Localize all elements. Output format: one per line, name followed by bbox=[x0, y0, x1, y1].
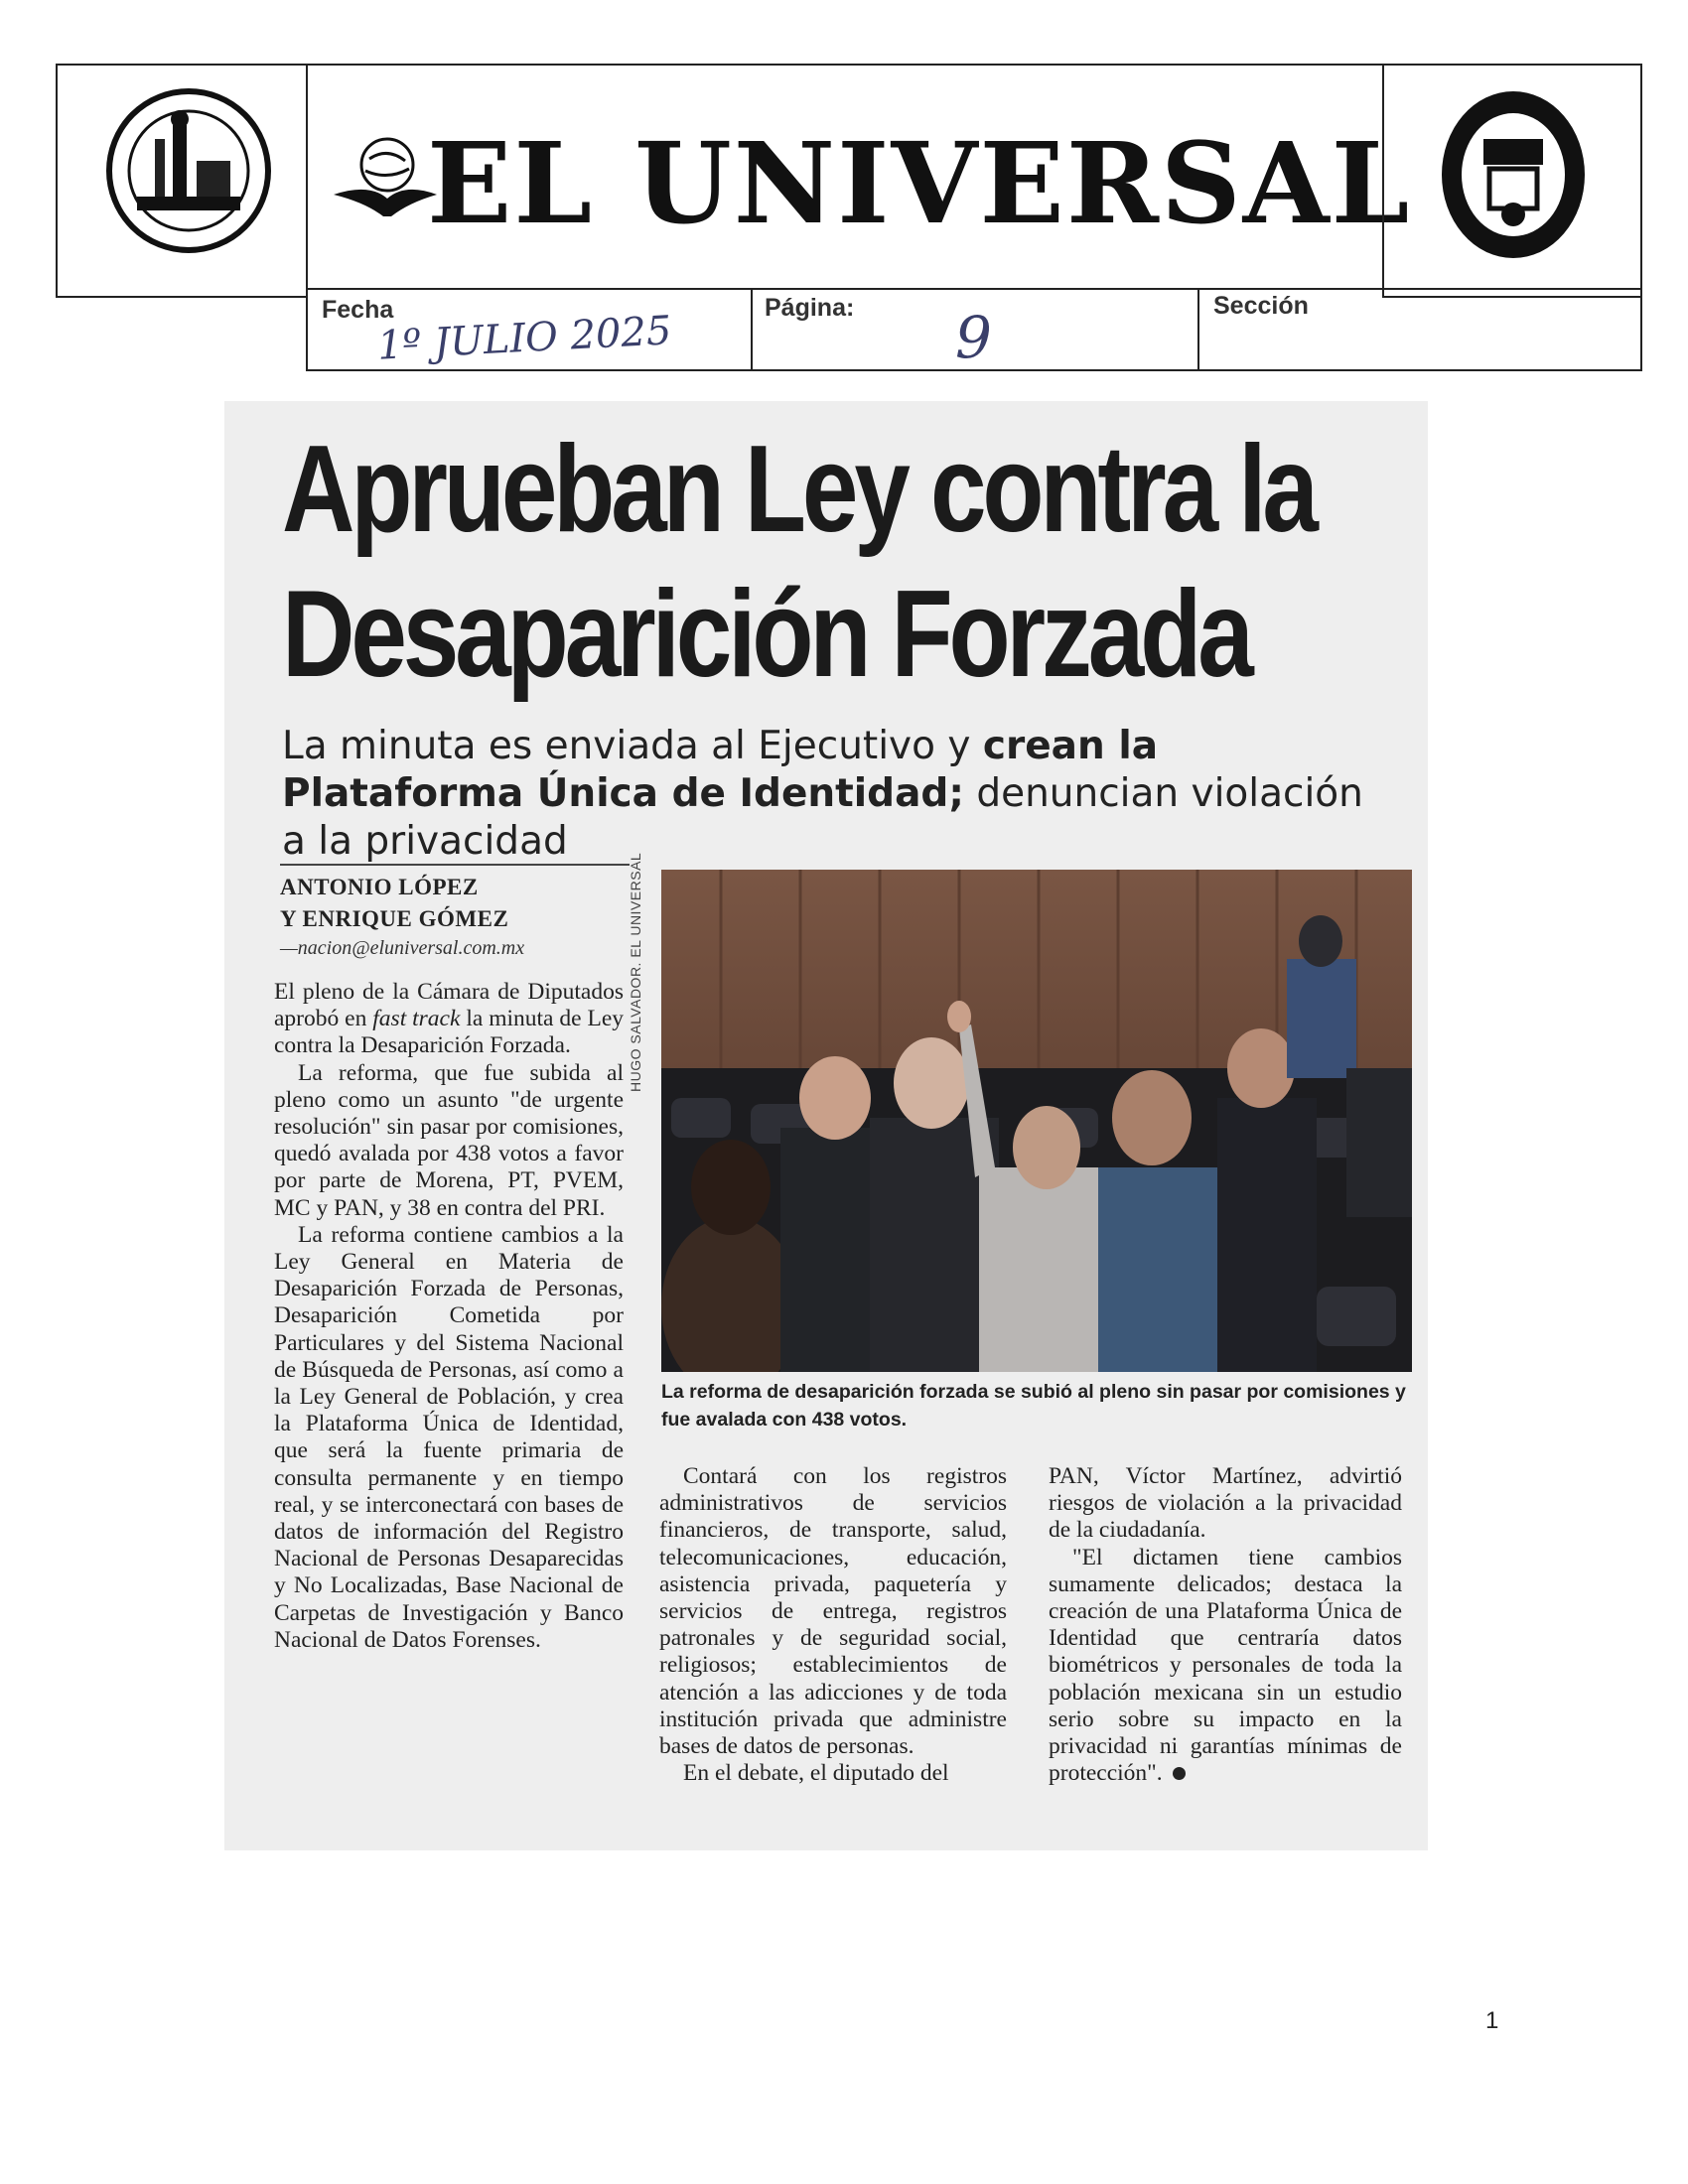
subhead-bold-text: crean la Plataforma Única de Identidad; bbox=[282, 724, 1159, 816]
subhead-text: La minuta es enviada al Ejecutivo y bbox=[282, 724, 983, 768]
paragraph: Contará con los registros administrativos de servicios financieros, de transporte, salud, telecomunicaciones, educación, asistencia privada, paquetería y servicios de entrega, registros patronales y de seguridad social, religiosos; establecimientos de atención a las adicciones y de toda institución privada que administre bases de datos de personas. bbox=[659, 1463, 1007, 1760]
date-label: Fecha bbox=[322, 296, 394, 324]
paragraph: En el debate, el diputado del bbox=[683, 1760, 949, 1787]
paragraph: La reforma contiene cambios a la Ley General en Materia de Desaparición Forzada de Personas, Desaparición Cometida por Particulares y del Sistema Nacional de Búsqueda de Personas, así como a la Ley General de Población, y crea la Plataforma Única de Identidad, que será la fuente primaria de consulta permanente y en tiempo real, y se interconectará con bases de datos de información del Registro Nacional de Personas Desaparecidas y No Localizadas, Base Nacional de Carpetas de Investigación y Banco Nacional de Datos Forenses. bbox=[274, 1221, 624, 1653]
chamber-photo bbox=[661, 870, 1412, 1372]
section-label: Sección bbox=[1213, 292, 1309, 320]
masthead-box bbox=[306, 64, 1412, 290]
headline-line: Aprueban Ley contra la bbox=[282, 421, 1315, 558]
article-column-3 bbox=[1049, 1463, 1402, 1787]
article-column-1 bbox=[274, 979, 624, 1654]
headline bbox=[282, 417, 1315, 707]
masthead-title: EL UNIVERSAL bbox=[427, 119, 1412, 249]
headline-line: Desaparición Forzada bbox=[282, 566, 1250, 703]
subheadline bbox=[282, 723, 1374, 866]
photo-caption: La reforma de desaparición forzada se subió al pleno sin pasar por comisiones y fue avalada con 438 votos. bbox=[661, 1381, 1406, 1431]
author-email: —nacion@eluniversal.com.mx bbox=[280, 937, 525, 959]
page-number: 1 bbox=[1485, 2007, 1499, 2034]
clipping-header bbox=[56, 64, 1642, 298]
byline-rule bbox=[280, 864, 630, 866]
paragraph-text: la minuta de Ley contra la Desaparición Forzada. bbox=[274, 1006, 624, 1059]
paragraph-text: El pleno de la Cámara de Diputados aprobó en bbox=[274, 979, 624, 1032]
row-divider bbox=[751, 288, 753, 369]
paragraph bbox=[1049, 1545, 1402, 1788]
row-divider bbox=[1197, 288, 1199, 369]
end-mark-icon bbox=[1173, 1767, 1186, 1780]
paragraph bbox=[274, 979, 624, 1060]
article-column-2 bbox=[659, 1463, 1007, 1787]
paragraph: La reforma, que fue subida al pleno como un asunto "de urgente resolución" sin pasar por comisiones, quedó avalada por 438 votos a favor por parte de Morena, PT, PVEM, MC y PAN, y 38 en contra del PRI. bbox=[274, 1059, 624, 1221]
byline-author: ANTONIO LÓPEZ bbox=[280, 875, 479, 899]
eagle-globe-icon bbox=[330, 125, 439, 234]
byline-author: Y ENRIQUE GÓMEZ bbox=[280, 906, 509, 931]
photo-credit: HUGO SALVADOR. EL UNIVERSAL bbox=[628, 852, 643, 1092]
confederation-seal-icon bbox=[1384, 66, 1644, 300]
union-seal bbox=[56, 64, 308, 298]
chamber-photo-image bbox=[661, 870, 1412, 1372]
union-seal-icon bbox=[58, 66, 310, 300]
subhead-text: denuncian violación a la privacidad bbox=[282, 771, 1363, 864]
confederation-seal bbox=[1382, 64, 1642, 298]
paragraph: PAN, Víctor Martínez, advirtió riesgos de violación a la privacidad de la ciudadanía. bbox=[1049, 1463, 1402, 1544]
byline bbox=[280, 872, 508, 935]
paragraph-italic: fast track bbox=[372, 1006, 461, 1032]
date-value: 1º JULIO 2025 bbox=[375, 308, 673, 369]
page-value: 9 bbox=[955, 304, 992, 371]
quote-text: "El dictamen tiene cambios sumamente delicados; destaca la creación de una Plataforma Única de Identidad que centraría datos biométricos y personales de toda la población mexicana sin un estudio serio sobre su impacto en la privacidad ni garantías mínimas de protección". bbox=[1049, 1544, 1402, 1787]
page-label: Página: bbox=[765, 294, 855, 322]
